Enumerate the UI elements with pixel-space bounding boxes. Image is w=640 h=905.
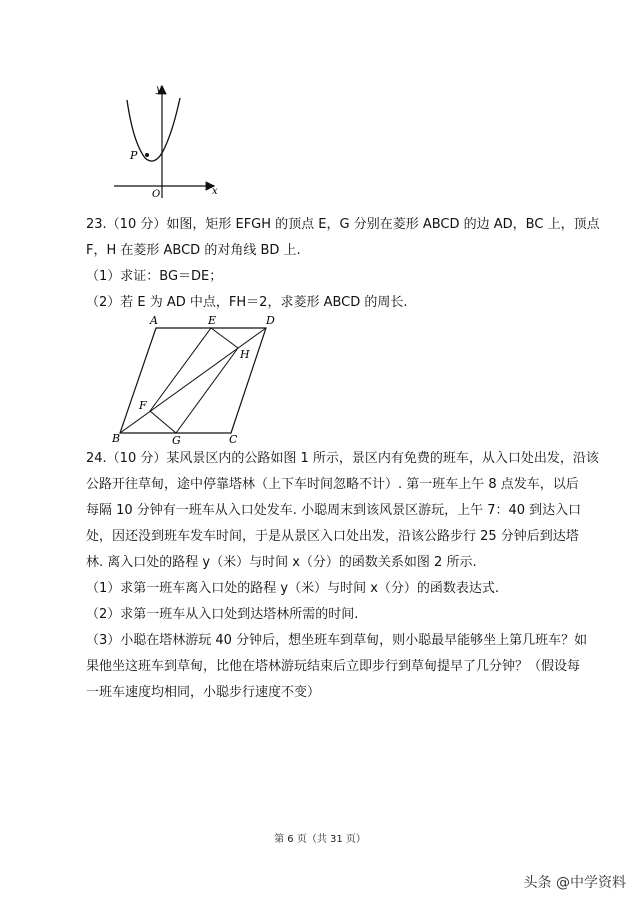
origin-label: O [152, 189, 161, 200]
label-e: E [208, 314, 217, 327]
label-d: D [266, 314, 275, 327]
rectangle-efgh [150, 328, 238, 433]
q24-line-2: 公路开往草甸，途中停靠塔林（上下车时间忽略不计）. 第一班车上午 8 点发车，以后 [86, 477, 579, 492]
watermark: 头条 @中学资料 [523, 875, 626, 891]
q24-part-2: （2）求第一班车从入口处到达塔林所需的时间. [86, 607, 359, 622]
q23-line-1: 23.（10 分）如图，矩形 EFGH 的顶点 E，G 分别在菱形 ABCD 的边 AD，BC 上，顶点 [86, 217, 600, 232]
point-p [145, 153, 149, 157]
label-h: H [240, 348, 250, 361]
label-g: G [172, 434, 181, 445]
q24-part-1: （1）求第一班车离入口处的路程 y（米）与时间 x（分）的函数表达式. [86, 581, 500, 596]
label-a: A [150, 314, 158, 327]
q24-line-4: 处，因还没到班车发车时间，于是从景区入口处出发，沿该公路步行 25 分钟后到达塔 [86, 529, 579, 544]
q24-line-1: 24.（10 分）某风景区内的公路如图 1 所示，景区内有免费的班车，从入口处出发，沿该 [86, 451, 599, 466]
q24-part-3-line-2: 果他坐这班车到草甸，比他在塔林游玩结束后立即步行到草甸提早了几分钟？（假设每 [86, 659, 581, 674]
page-footer: 第 6 页（共 31 页） [274, 834, 366, 845]
y-axis-label: y [156, 84, 162, 95]
parabola-graph [100, 80, 230, 200]
q23-part-2: （2）若 E 为 AD 中点，FH＝2，求菱形 ABCD 的周长. [86, 295, 408, 310]
q23-line-2: F，H 在菱形 ABCD 的对角线 BD 上. [86, 243, 301, 258]
label-b: B [112, 432, 121, 445]
q24-line-3: 每隔 10 分钟有一班车从入口处发车. 小聪周末到该风景区游玩，上午 7：40 到达入口 [86, 503, 582, 518]
point-p-label: P [130, 149, 138, 162]
q24-line-5: 林. 离入口处的路程 y（米）与时间 x（分）的函数关系如图 2 所示. [86, 555, 477, 570]
label-c: C [229, 433, 238, 445]
q24-part-3-line-1: （3）小聪在塔林游玩 40 分钟后，想坐班车到草甸，则小聪最早能够坐上第几班车？如 [86, 633, 588, 648]
q23-part-1: （1）求证：BG＝DE； [86, 269, 223, 284]
label-f: F [139, 399, 147, 412]
q24-part-3-line-3: 一班车速度均相同，小聪步行速度不变） [86, 685, 321, 700]
diagonal-bd [120, 328, 266, 433]
rhombus-figure [106, 310, 296, 445]
x-axis-label: x [212, 186, 218, 197]
